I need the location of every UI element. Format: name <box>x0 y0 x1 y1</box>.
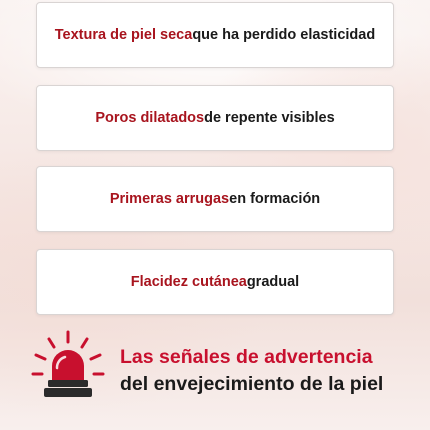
warning-sign-card-first-wrinkles <box>36 166 394 232</box>
warning-heading <box>120 344 420 398</box>
warning-sign-card-dilated-pores <box>36 85 394 151</box>
warning-footer <box>24 328 414 408</box>
card-highlight-text: Flacidez cutánea <box>130 274 247 290</box>
card-rest-text: que ha perdido elasticidad <box>192 27 376 43</box>
heading-line-1: Las señales de advertencia <box>120 346 373 368</box>
warning-sign-card-dry-texture <box>36 2 394 68</box>
card-highlight-text: Primeras arrugas <box>109 191 230 207</box>
card-highlight-text: Poros dilatados <box>95 110 205 126</box>
heading-line-2: del envejecimiento de la piel <box>120 373 384 395</box>
warning-sign-card-skin-sagging <box>36 249 394 315</box>
card-rest-text: gradual <box>246 274 300 290</box>
card-rest-text: en formación <box>229 191 321 207</box>
card-rest-text: de repente visibles <box>204 110 335 126</box>
siren-alarm-icon <box>24 328 112 408</box>
card-highlight-text: Textura de piel seca <box>54 27 193 43</box>
